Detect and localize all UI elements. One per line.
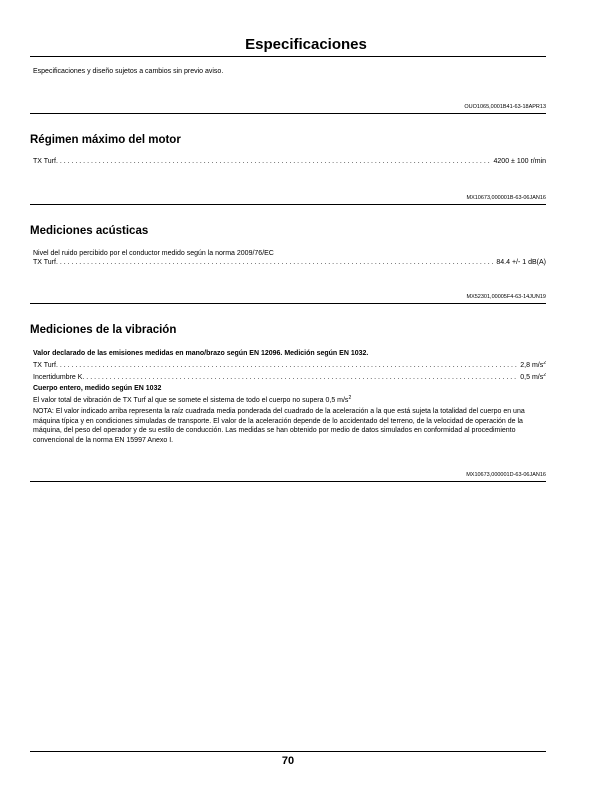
intro-text: Especificaciones y diseño sujetos a cambios sin previo aviso. <box>33 68 224 75</box>
page-number: 70 <box>281 755 295 767</box>
dot-leader <box>56 361 518 371</box>
acoustic-row-value: 84.4 +/- 1 dB(A) <box>496 259 546 266</box>
acoustic-code: MX52301,00005F4-63-14JUN19 <box>466 294 546 300</box>
vibration-row-label: TX Turf <box>33 362 56 369</box>
acoustic-row <box>33 258 546 268</box>
acoustic-row-label: TX Turf <box>33 259 56 266</box>
dot-leader <box>56 157 492 167</box>
intro-code: OUO1065,0001B41-63-18APR13 <box>464 104 546 110</box>
vibration-row-value: 0,5 $m/s^2$ <box>520 373 546 381</box>
vibration-row-value: 2,8 $m/s^2$ <box>520 361 546 369</box>
engine-code: MX10673,000001B-63-06JAN16 <box>466 195 546 201</box>
dot-leader <box>56 258 494 268</box>
vibration-heading: Mediciones de la vibración <box>30 324 177 336</box>
acoustic-note: Nivel del ruido percibido por el conductor medido según la norma 2009/76/EC <box>33 250 274 257</box>
page-title: Especificaciones <box>245 36 367 53</box>
wholebody-text: El valor total de vibración de TX Turf al que se somete el sistema de todo el cuerpo no supera 0,5 $m/s^2$ <box>33 395 352 404</box>
footer-rule <box>30 751 546 752</box>
vibration-note: NOTA: El valor indicado arriba representa la raíz cuadrada media ponderada del cuadrado de la aceleración a la que está sujeta la totalidad del cuerpo en una máquina típica y en condiciones simuladas de transporte. El valor de la aceleración depende de lo accidentado del terreno, de la velocidad de operación de la máquina, del peso del operador y de su estilo de conducción. Las medidas se han obtenido por medio de datos simulados en conformidad al procedimiento convencional de la norma EN 15997 Anexo I. <box>33 408 525 444</box>
vibration-code: MX10673,000001D-63-06JAN16 <box>466 472 546 478</box>
section-divider <box>30 481 546 482</box>
section-divider <box>30 204 546 205</box>
acoustic-heading: Mediciones acústicas <box>30 225 149 237</box>
engine-row <box>33 157 546 167</box>
vibration-subheading-handarm: Valor declarado de las emisiones medidas en mano/brazo según EN 12096. Medición según EN 1032. <box>33 350 369 357</box>
title-rule <box>30 56 546 57</box>
engine-heading: Régimen máximo del motor <box>30 134 181 146</box>
vibration-row-label: Incertidumbre K <box>33 374 83 381</box>
engine-row-value: 4200 ± 100 r/min <box>493 158 546 165</box>
section-divider <box>30 113 546 114</box>
section-divider <box>30 303 546 304</box>
vibration-row <box>33 373 546 383</box>
vibration-subheading-wholebody: Cuerpo entero, medido según EN 1032 <box>33 385 162 392</box>
vibration-row <box>33 361 546 371</box>
dot-leader <box>82 373 518 383</box>
engine-row-label: TX Turf <box>33 158 56 165</box>
